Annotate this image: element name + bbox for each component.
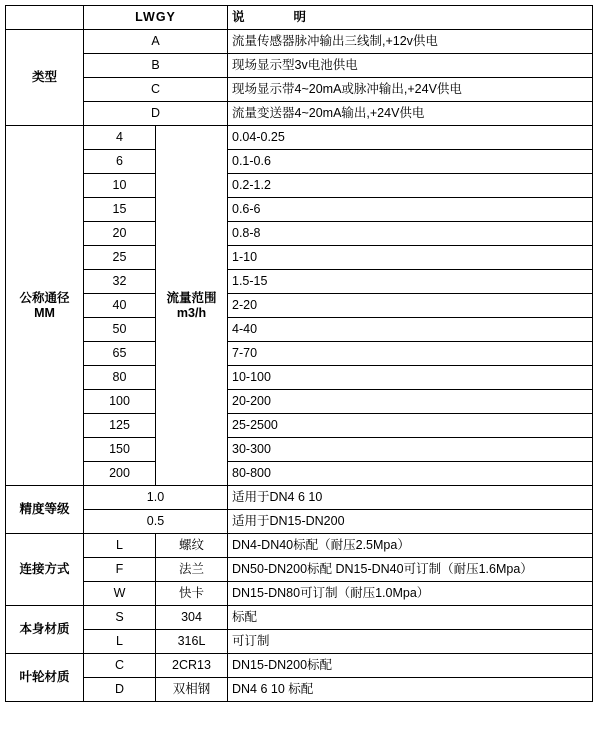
desc-cell: 10-100: [228, 366, 593, 390]
code-cell: 6: [84, 150, 156, 174]
mid-cell: 双相钢: [156, 678, 228, 702]
code-cell: 20: [84, 222, 156, 246]
desc-cell: 2-20: [228, 294, 593, 318]
category-impeller-material: 叶轮材质: [6, 654, 84, 702]
desc-cell: 可订制: [228, 630, 593, 654]
table-row: [6, 174, 593, 198]
desc-cell: 0.1-0.6: [228, 150, 593, 174]
header-code-cell: LWGY: [84, 6, 228, 30]
desc-cell: 现场显示带4~20mA或脉冲输出,+24V供电: [228, 78, 593, 102]
code-cell: 1.0: [84, 486, 228, 510]
category-nominal-diameter: 公称通径 MM: [6, 126, 84, 486]
code-cell: 65: [84, 342, 156, 366]
desc-cell: 流量传感器脉冲输出三线制,+12v供电: [228, 30, 593, 54]
table-header-row: [6, 6, 593, 30]
desc-cell: 80-800: [228, 462, 593, 486]
mid-cell: 316L: [156, 630, 228, 654]
desc-cell: DN4 6 10 标配: [228, 678, 593, 702]
table-row: [6, 126, 593, 150]
category-accuracy-grade: 精度等级: [6, 486, 84, 534]
table-row: [6, 198, 593, 222]
desc-cell: 标配: [228, 606, 593, 630]
desc-cell: DN15-DN80可订制（耐压1.0Mpa）: [228, 582, 593, 606]
desc-cell: DN15-DN200标配: [228, 654, 593, 678]
desc-cell: 适用于DN4 6 10: [228, 486, 593, 510]
code-cell: 4: [84, 126, 156, 150]
table-row: [6, 582, 593, 606]
spec-sheet: [0, 5, 600, 748]
table-row: [6, 366, 593, 390]
category-type: 类型: [6, 30, 84, 126]
table-row: [6, 294, 593, 318]
mid-cell: 快卡: [156, 582, 228, 606]
code-cell: D: [84, 678, 156, 702]
desc-cell: 25-2500: [228, 414, 593, 438]
desc-cell: 7-70: [228, 342, 593, 366]
code-cell: 10: [84, 174, 156, 198]
table-row: [6, 390, 593, 414]
desc-cell: 流量变送器4~20mA输出,+24V供电: [228, 102, 593, 126]
code-cell: 40: [84, 294, 156, 318]
table-row: [6, 462, 593, 486]
table-row: [6, 78, 593, 102]
table-row: [6, 318, 593, 342]
table-row: [6, 558, 593, 582]
table-row: [6, 102, 593, 126]
code-cell: S: [84, 606, 156, 630]
table-row: [6, 246, 593, 270]
code-cell: 125: [84, 414, 156, 438]
table-row: [6, 270, 593, 294]
table-row: [6, 630, 593, 654]
category-body-material: 本身材质: [6, 606, 84, 654]
desc-cell: 20-200: [228, 390, 593, 414]
table-row: [6, 606, 593, 630]
desc-cell: 30-300: [228, 438, 593, 462]
table-row: [6, 30, 593, 54]
code-cell: 15: [84, 198, 156, 222]
table-row: [6, 54, 593, 78]
code-cell: L: [84, 534, 156, 558]
table-row: [6, 486, 593, 510]
code-cell: 0.5: [84, 510, 228, 534]
desc-cell: 现场显示型3v电池供电: [228, 54, 593, 78]
code-cell: 32: [84, 270, 156, 294]
code-cell: L: [84, 630, 156, 654]
table-row: [6, 150, 593, 174]
table-row: [6, 510, 593, 534]
mid-cell: 法兰: [156, 558, 228, 582]
flow-range-label: 流量范围 m3/h: [156, 126, 228, 486]
table-row: [6, 222, 593, 246]
desc-cell: 1-10: [228, 246, 593, 270]
code-cell: 200: [84, 462, 156, 486]
code-cell: 100: [84, 390, 156, 414]
code-cell: B: [84, 54, 228, 78]
code-cell: C: [84, 78, 228, 102]
code-cell: D: [84, 102, 228, 126]
header-desc-cell: 说 明: [228, 6, 593, 30]
code-cell: 50: [84, 318, 156, 342]
table-row: [6, 678, 593, 702]
table-row: [6, 534, 593, 558]
table-row: [6, 414, 593, 438]
desc-cell: 0.8-8: [228, 222, 593, 246]
code-cell: W: [84, 582, 156, 606]
code-cell: A: [84, 30, 228, 54]
code-cell: 80: [84, 366, 156, 390]
specification-table: [5, 5, 593, 702]
mid-cell: 304: [156, 606, 228, 630]
table-row: [6, 342, 593, 366]
desc-cell: 4-40: [228, 318, 593, 342]
header-blank-cell: [6, 6, 84, 30]
desc-cell: 0.6-6: [228, 198, 593, 222]
table-row: [6, 654, 593, 678]
code-cell: 150: [84, 438, 156, 462]
code-cell: 25: [84, 246, 156, 270]
code-cell: F: [84, 558, 156, 582]
desc-cell: 0.04-0.25: [228, 126, 593, 150]
desc-cell: DN50-DN200标配 DN15-DN40可订制（耐压1.6Mpa）: [228, 558, 593, 582]
category-connection-type: 连接方式: [6, 534, 84, 606]
mid-cell: 2CR13: [156, 654, 228, 678]
desc-cell: DN4-DN40标配（耐压2.5Mpa）: [228, 534, 593, 558]
desc-cell: 适用于DN15-DN200: [228, 510, 593, 534]
desc-cell: 0.2-1.2: [228, 174, 593, 198]
code-cell: C: [84, 654, 156, 678]
table-row: [6, 438, 593, 462]
mid-cell: 螺纹: [156, 534, 228, 558]
desc-cell: 1.5-15: [228, 270, 593, 294]
